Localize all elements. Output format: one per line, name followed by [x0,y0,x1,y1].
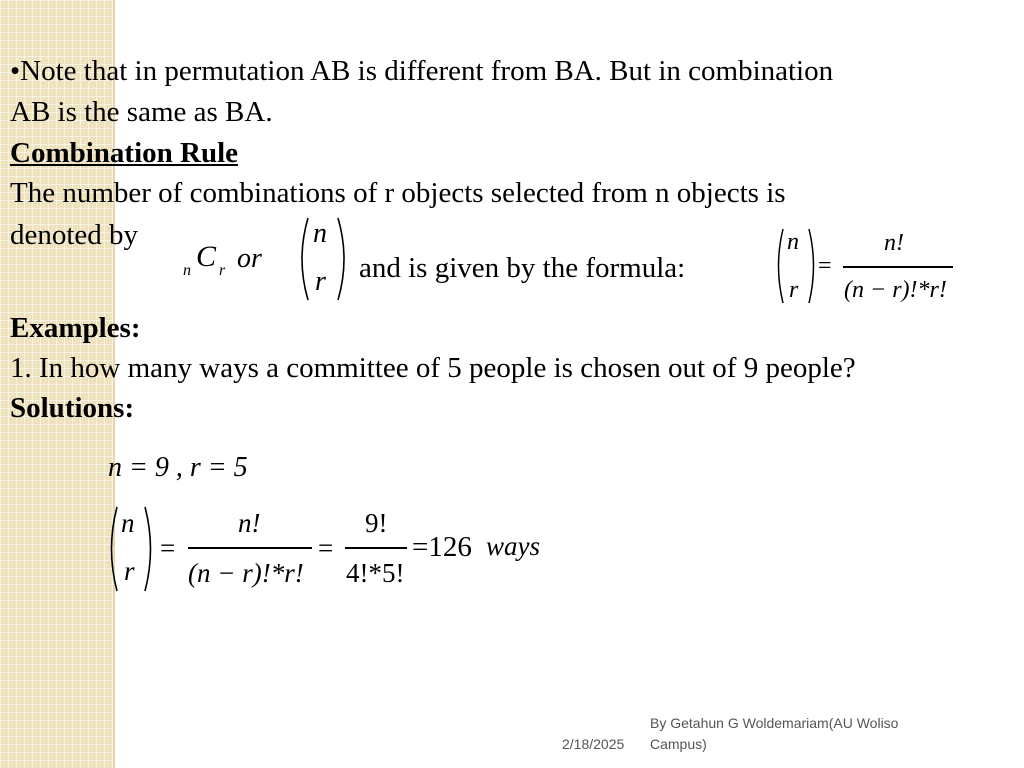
solution-numerator-2: 9! [365,508,388,538]
solution-unit: ways [486,531,540,561]
definition-line-2: denoted by [10,219,139,251]
solution-denominator-1: (n − r)!*r! [188,558,304,588]
formula-numerator: n! [884,230,904,256]
binomial-top-n-1: n [313,218,327,249]
notation-or: or [237,243,262,274]
notation-subscript-n: n [183,262,191,279]
binomial-bottom-r-2: r [789,277,799,303]
solution-numerator-1: n! [238,508,261,538]
note-line-2: AB is the same as BA. [10,96,273,128]
examples-heading: Examples: [10,312,141,344]
solution-result: =126 [412,531,472,563]
footer-author-line-1: By Getahun G Woldemariam(AU Woliso [650,715,899,731]
formula-fraction-bar [843,266,953,268]
combination-rule-heading: Combination Rule [10,137,239,169]
solution-denominator-2: 4!*5! [346,558,405,588]
solutions-heading: Solutions: [10,392,135,424]
binomial-bottom-r-1: r [315,266,326,297]
notation-c: C [196,240,217,273]
solution-fraction-bar-1 [188,547,312,549]
example-1-question: 1. In how many ways a committee of 5 people is chosen out of 9 people? [10,352,856,384]
solution-equals-2: = [318,533,334,563]
notation-subscript-r: r [219,262,226,279]
given-by-text: and is given by the formula: [359,252,686,284]
formula-equals: = [818,253,832,279]
given-values: n = 9 , r = 5 [108,452,248,483]
formula-denominator: (n − r)!*r! [844,277,947,303]
solution-binomial-r: r [124,556,135,586]
binomial-top-n-2: n [787,229,799,255]
footer-author-line-2: Campus) [650,736,707,752]
solution-binomial-n: n [121,508,135,538]
solution-fraction-bar-2 [345,547,407,549]
note-line-1: •Note that in permutation AB is different from BA. But in combination [10,55,834,87]
definition-line-1: The number of combinations of r objects selected from n objects is [10,177,786,209]
solution-equals-1: = [160,533,176,563]
footer-date: 2/18/2025 [562,736,625,752]
